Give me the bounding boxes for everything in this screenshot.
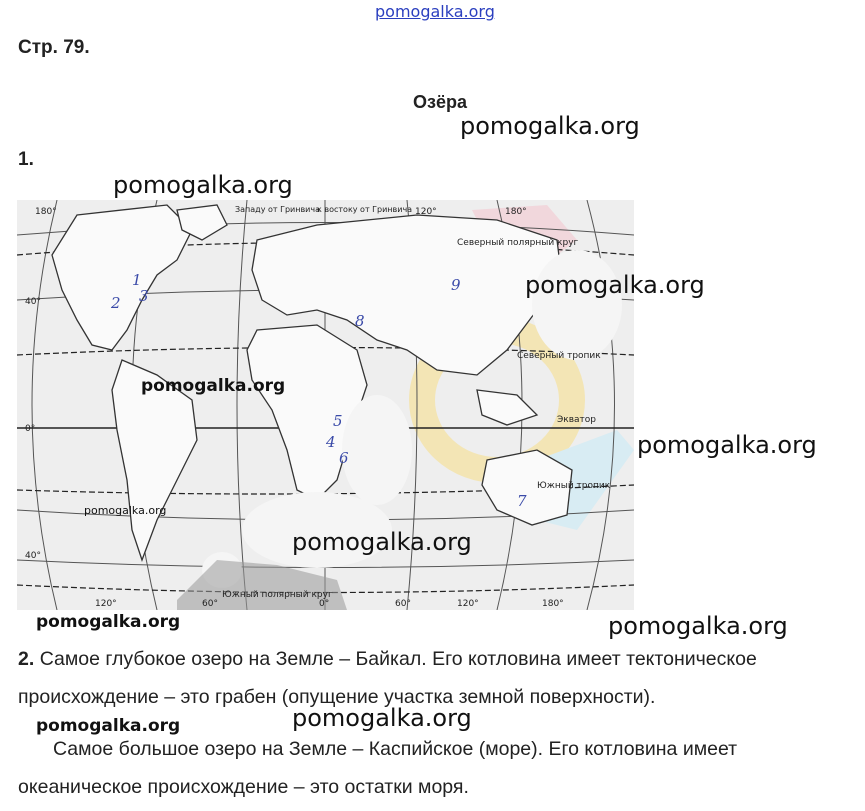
watermark-5: pomogalka.org (637, 431, 817, 459)
lon-label-60-bottom: 60° (202, 599, 218, 609)
equator-label: Экватор (557, 415, 597, 425)
watermark-2: pomogalka.org (113, 171, 293, 199)
lon-label-120e-bottom: 120° (457, 599, 479, 609)
watermark-6: pomogalka.org (84, 504, 167, 517)
lon-label-0-bottom: 0° (319, 599, 330, 609)
lake-mark-6: 6 (339, 449, 349, 467)
watermark-8: pomogalka.org (36, 612, 181, 632)
lon-label-west: Западу от Гринвича (235, 205, 320, 214)
watermark-10: pomogalka.org (36, 716, 181, 736)
lake-mark-8: 8 (355, 312, 365, 330)
lake-mark-5: 5 (333, 412, 343, 430)
task-2-number: 2. (18, 648, 35, 670)
lon-label-180-top: 180° (35, 207, 57, 217)
lake-mark-1: 1 (132, 271, 142, 289)
task-2-paragraph-1 (18, 640, 858, 716)
lat-label-equator: 0° (25, 424, 36, 434)
lat-label-40s: 40° (25, 551, 41, 561)
lake-mark-2: 2 (111, 294, 121, 312)
antarctic-circle-label: Южный полярный круг (222, 590, 333, 600)
lon-label-120-top: 120° (415, 207, 437, 217)
task-2-text-1: Самое глубокое озеро на Земле – Байкал. Его котловина имеет тектоническое происхождение – это грабен (опущение участка земной поверхности). (18, 648, 757, 708)
watermark-7: pomogalka.org (292, 528, 472, 556)
tropic-cancer-label: Северный тропик (517, 351, 601, 361)
lon-label-180-top-right: 180° (505, 207, 527, 217)
task-2-paragraph-2 (18, 730, 858, 806)
watermark-3: pomogalka.org (525, 271, 705, 299)
page-label: Стр. 79. (18, 37, 90, 58)
lake-mark-3: 3 (139, 287, 149, 305)
tropic-capricorn-label: Южный тропик (537, 481, 611, 491)
watermark-9: pomogalka.org (608, 612, 788, 640)
lon-label-120-bottom: 120° (95, 599, 117, 609)
lake-mark-9: 9 (451, 276, 461, 294)
lat-label-40n: 40° (25, 297, 41, 307)
lon-label-east: к востоку от Гринвича (317, 205, 413, 214)
arctic-circle-label: Северный полярный круг (457, 238, 579, 248)
section-title: Озёра (413, 92, 467, 112)
watermark-11: pomogalka.org (292, 704, 472, 732)
watermark-header-link[interactable]: pomogalka.org (375, 2, 495, 21)
task-2-text-2: Самое большое озеро на Земле – Каспийское (море). Его котловина имеет океаническое происхождение – это остатки моря. (18, 738, 738, 798)
task-1-number: 1. (18, 149, 34, 170)
watermark-1: pomogalka.org (460, 112, 640, 140)
lake-mark-7: 7 (517, 492, 527, 510)
lake-mark-4: 4 (326, 433, 336, 451)
lon-label-60e-bottom: 60° (395, 599, 411, 609)
watermark-4: pomogalka.org (141, 376, 286, 396)
lon-label-180e-bottom: 180° (542, 599, 564, 609)
